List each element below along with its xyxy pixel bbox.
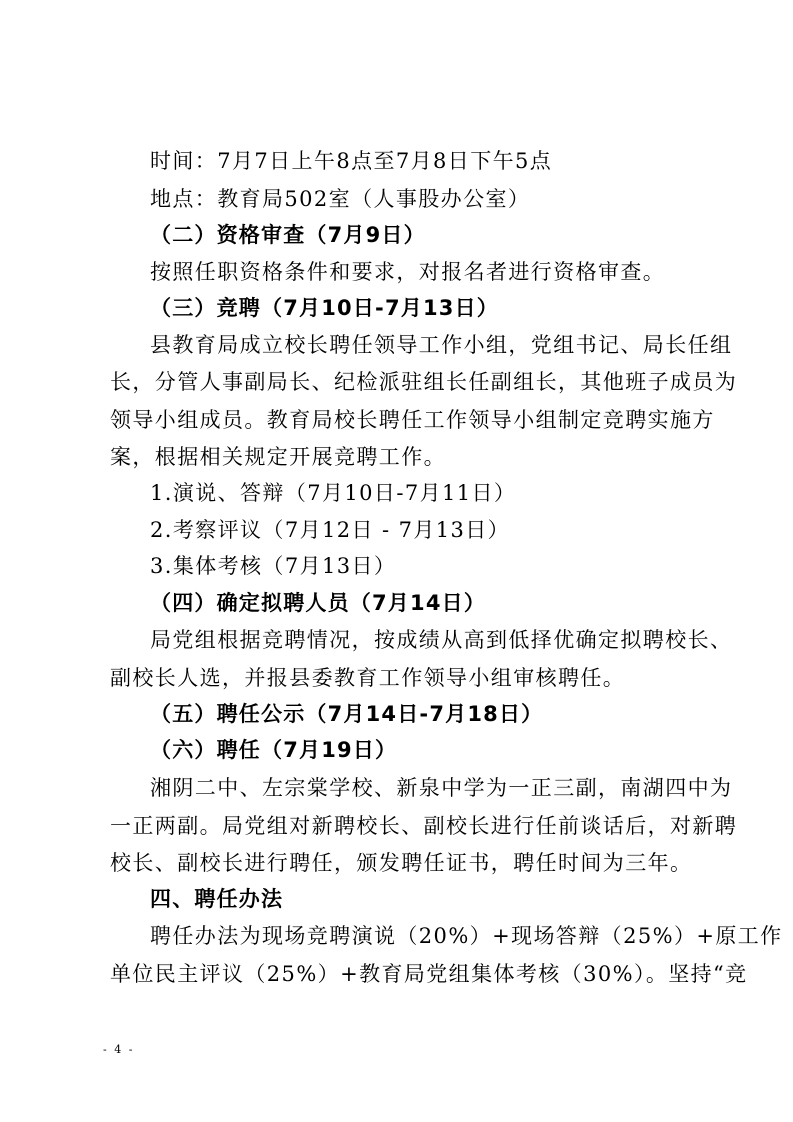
paragraph-line: 长，分管人事副局长、纪检派驻组长任副组长，其他班子成员为 bbox=[110, 370, 738, 394]
paragraph-line: 一正两副。局党组对新聘校长、副校长进行任前谈话后，对新聘 bbox=[110, 814, 738, 838]
list-item: 1.演说、答辩（7月10日-7月11日） bbox=[150, 481, 517, 505]
section-heading-appointment: （六）聘任（7月19日） bbox=[150, 738, 398, 762]
list-item: 2.考察评议（7月12日 - 7月13日） bbox=[150, 518, 511, 542]
paragraph-line: 领导小组成员。教育局校长聘任工作领导小组制定竞聘实施方 bbox=[110, 408, 715, 432]
text-line-qualification: 按照任职资格条件和要求，对报名者进行资格审查。 bbox=[150, 260, 666, 284]
section-heading-method: 四、聘任办法 bbox=[150, 887, 284, 911]
paragraph-line: 副校长人选，并报县委教育工作领导小组审核聘任。 bbox=[110, 666, 626, 690]
page-number: - 4 - bbox=[103, 1043, 135, 1056]
section-heading-confirm: （四）确定拟聘人员（7月14日） bbox=[150, 591, 487, 615]
paragraph-line: 局党组根据竞聘情况，按成绩从高到低择优确定拟聘校长、 bbox=[150, 628, 733, 652]
text-line-location: 地点：教育局502室（人事股办公室） bbox=[150, 187, 531, 211]
section-heading-publicity: （五）聘任公示（7月14日-7月18日） bbox=[150, 702, 544, 726]
text-line-time: 时间：7月7日上午8点至7月8日下午5点 bbox=[150, 149, 553, 173]
paragraph-line: 单位民主评议（25%）+教育局党组集体考核（30%）。坚持“竞 bbox=[110, 962, 748, 986]
section-heading-competition: （三）竞聘（7月10日-7月13日） bbox=[150, 296, 499, 320]
paragraph-line: 案，根据相关规定开展竞聘工作。 bbox=[110, 445, 446, 469]
paragraph-line: 湘阴二中、左宗棠学校、新泉中学为一正三副，南湖四中为 bbox=[150, 776, 733, 800]
paragraph-line: 校长、副校长进行聘任，颁发聘任证书，聘任时间为三年。 bbox=[110, 851, 693, 875]
paragraph-line: 聘任办法为现场竞聘演说（20%）+现场答辩（25%）+原工作 bbox=[150, 924, 783, 948]
paragraph-line: 县教育局成立校长聘任领导工作小组，党组书记、局长任组 bbox=[150, 333, 733, 357]
list-item: 3.集体考核（7月13日） bbox=[150, 554, 397, 578]
section-heading-qualification: （二）资格审查（7月9日） bbox=[150, 223, 426, 247]
